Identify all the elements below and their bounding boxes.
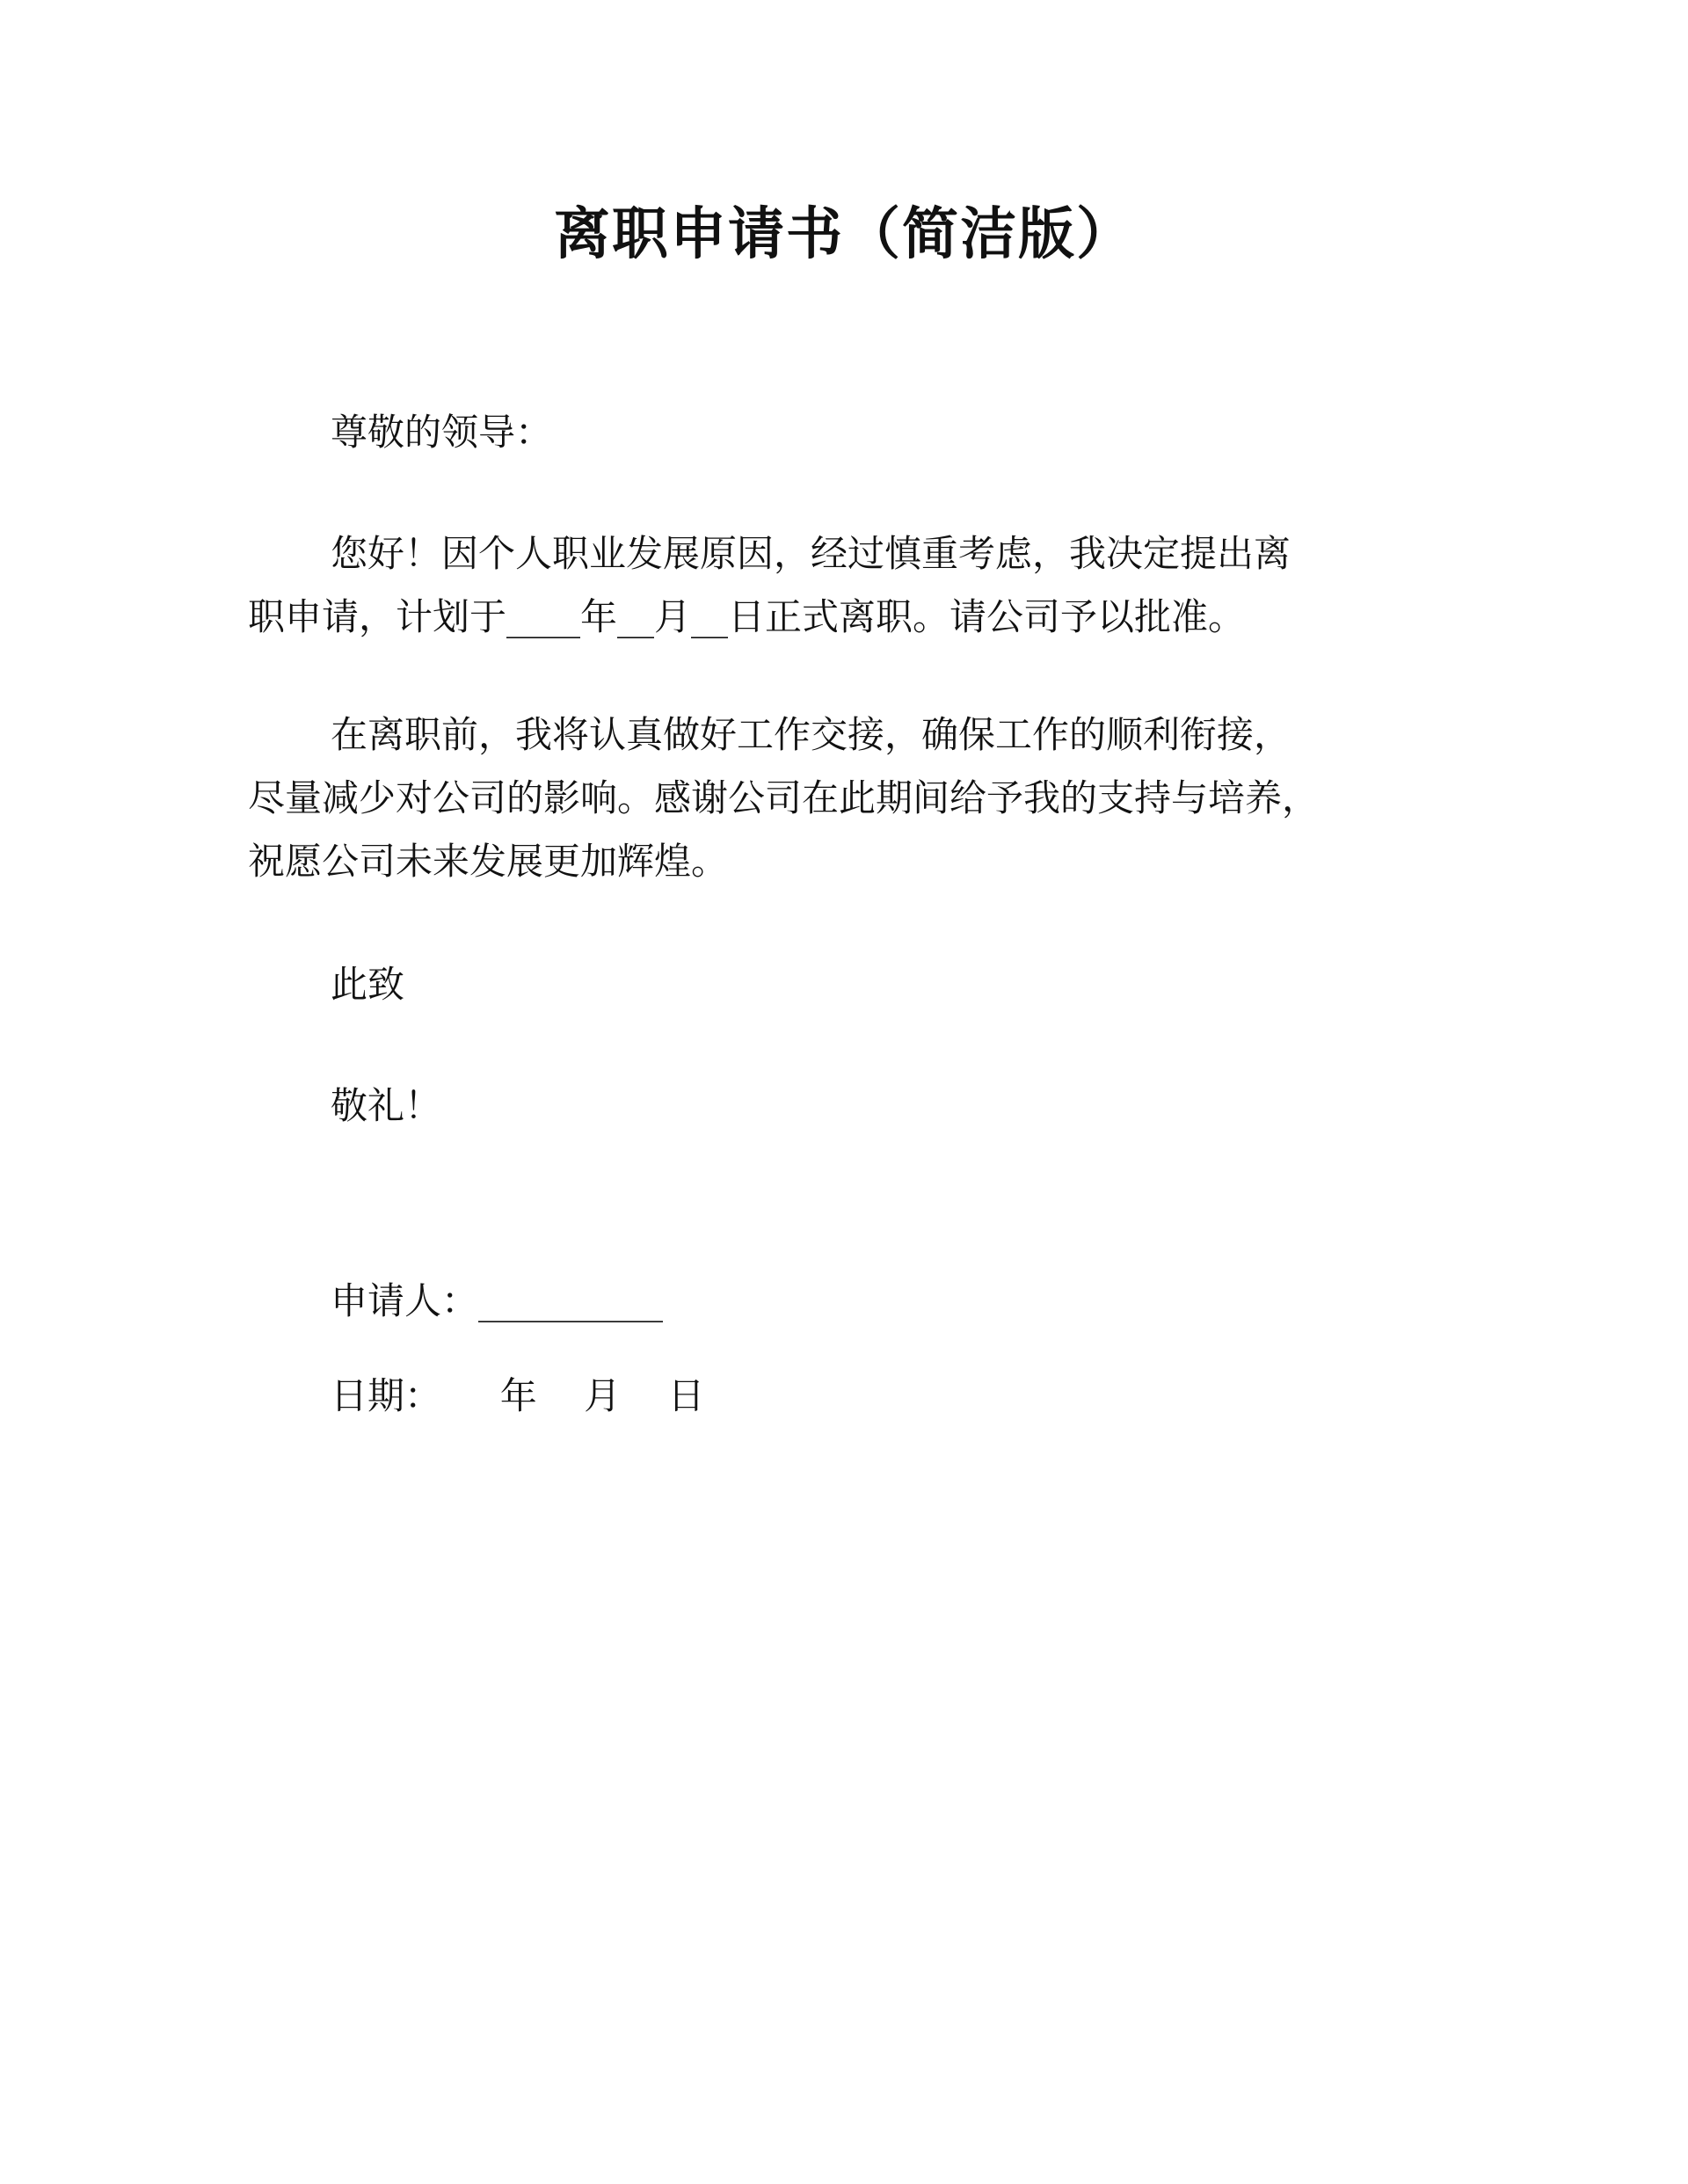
paragraph-1-line-1: 您好！因个人职业发展原因，经过慎重考虑，我决定提出离 [331,532,1291,575]
applicant-signature-line: 申请人：__________ [331,1279,664,1322]
document-title: 离职申请书（简洁版） [554,202,1134,267]
closing-jingli: 敬礼！ [331,1084,442,1127]
closing-cizhi: 此致 [331,963,405,1006]
salutation: 尊敬的领导： [331,411,553,454]
date-line: 日期： 年 月 日 [331,1374,705,1417]
paragraph-2-line-3: 祝愿公司未来发展更加辉煌。 [248,840,729,883]
paragraph-1 [248,522,1479,649]
paragraph-1-line-2: 职申请，计划于____年__月__日正式离职。请公司予以批准。 [248,595,1246,638]
paragraph-2-line-1: 在离职前，我将认真做好工作交接，确保工作的顺利衔接， [331,713,1291,756]
paragraph-2 [248,703,1479,893]
paragraph-2-line-2: 尽量减少对公司的影响。感谢公司在此期间给予我的支持与培养， [248,776,1320,819]
